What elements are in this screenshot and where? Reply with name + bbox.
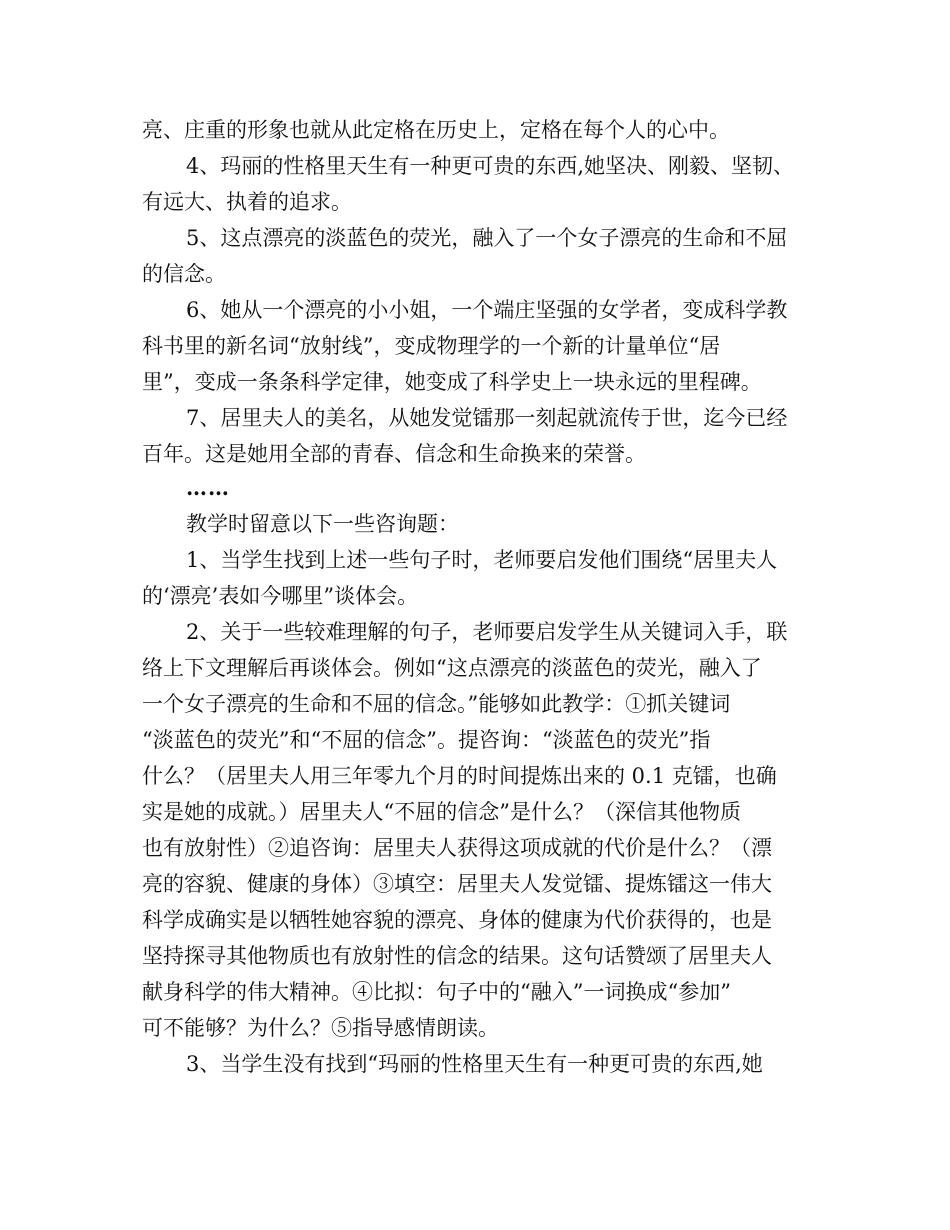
text-line: 亮、庄重的形象也就从此定格在历史上，定格在每个人的心中。 <box>142 118 730 142</box>
text-line: 的信念。 <box>142 262 226 286</box>
text-line: 有远大、执着的追求。 <box>142 190 352 214</box>
text-line: 3、当学生没有找到“玛丽的性格里天生有一种更可贵的东西,她 <box>186 1052 763 1076</box>
text-line: 2、关于一些较难理解的句子，老师要启发学生从关键词入手，联 <box>186 620 788 644</box>
text-line: 科书里的新名词“放射线”，变成物理学的一个新的计量单位“居 <box>142 334 721 358</box>
text-line: 什么？（居里夫人用三年零九个月的时间提炼出来的 0.1 克镭，也确 <box>142 764 777 788</box>
text-line: 亮的容貌、健康的身体）③填空：居里夫人发觉镭、提炼镭这一伟大 <box>142 872 772 896</box>
text-line: 络上下文理解后再谈体会。例如“这点漂亮的淡蓝色的荧光，融入了 <box>142 656 762 680</box>
ellipsis-line: …… <box>186 475 230 500</box>
text-line: 5、这点漂亮的淡蓝色的荧光，融入了一个女子漂亮的生命和不屈 <box>186 226 788 250</box>
text-line: 1、当学生找到上述一些句子时，老师要启发他们围绕“居里夫人 <box>186 548 778 572</box>
text-line: 4、玛丽的性格里天生有一种更可贵的东西,她坚决、刚毅、坚韧、 <box>186 154 795 178</box>
text-line: 里”，变成一条条科学定律，她变成了科学史上一块永远的里程碑。 <box>142 370 762 394</box>
text-line: 也有放射性）②追咨询：居里夫人获得这项成就的代价是什么？（漂 <box>142 836 772 860</box>
text-line: 可不能够？为什么？⑤指导感情朗读。 <box>142 1016 499 1040</box>
text-line: 坚持探寻其他物质也有放射性的信念的结果。这句话赞颂了居里夫人 <box>142 944 772 968</box>
text-line: 科学成确实是以牺牲她容貌的漂亮、身体的健康为代价获得的，也是 <box>142 908 772 932</box>
text-line: 7、居里夫人的美名，从她发觉镭那一刻起就流传于世，迄今已经 <box>186 406 788 430</box>
text-line: 献身科学的伟大精神。④比拟：句子中的“融入”一词换成“参加” <box>142 980 731 1004</box>
text-line: 6、她从一个漂亮的小小姐，一个端庄坚强的女学者，变成科学教 <box>186 298 788 322</box>
section-heading: 教学时留意以下一些咨询题： <box>186 512 459 536</box>
text-line: 的‘漂亮’表如今哪里”谈体会。 <box>142 584 419 608</box>
text-line: 一个女子漂亮的生命和不屈的信念。”能够如此教学：①抓关键词 <box>142 692 731 716</box>
text-line: 百年。这是她用全部的青春、信念和生命换来的荣誉。 <box>142 442 646 466</box>
text-line: 实是她的成就。）居里夫人“不屈的信念”是什么？（深信其他物质 <box>142 800 741 824</box>
text-line: “淡蓝色的荧光”和“不屈的信念”。提咨询：“淡蓝色的荧光”指 <box>142 728 711 752</box>
